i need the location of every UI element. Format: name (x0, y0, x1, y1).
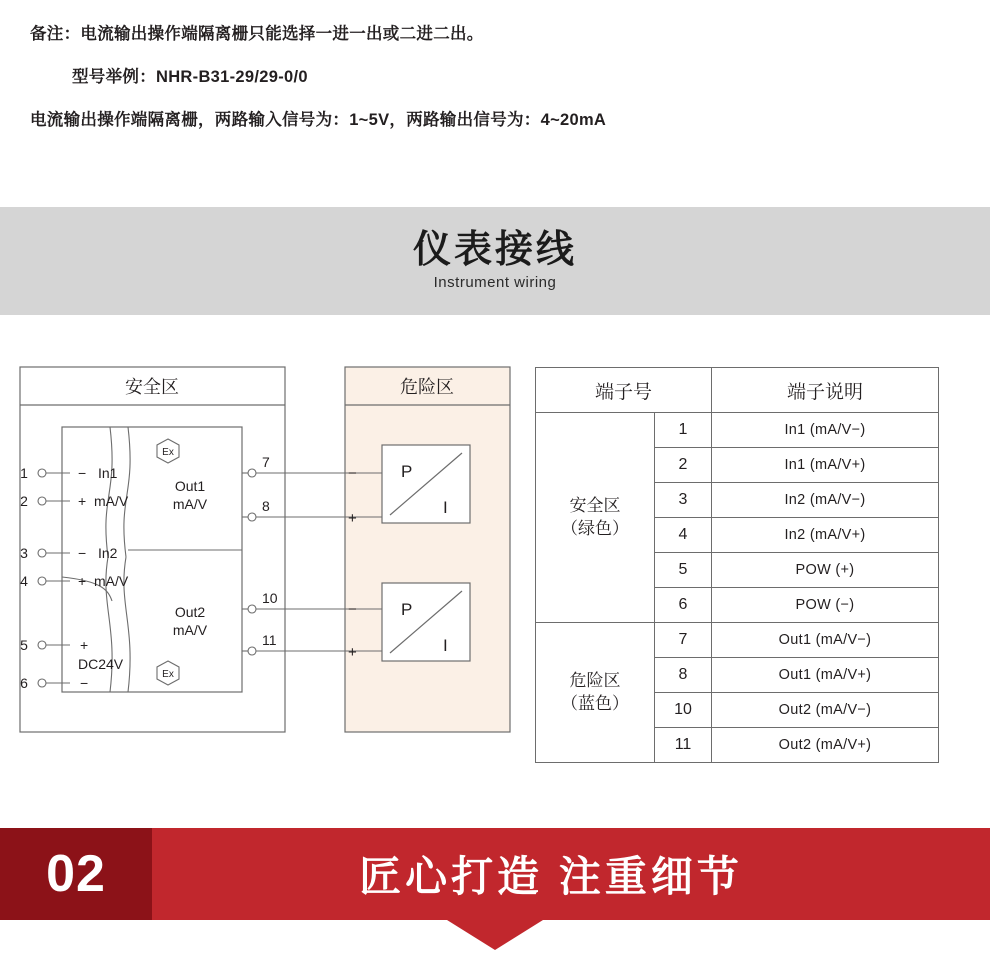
terminal-no-7: 7 (262, 454, 270, 470)
in2-sign-top: − (78, 545, 87, 561)
zone-cell-safe: 安全区 （绿色） (536, 413, 655, 623)
banner-subtitle: Instrument wiring (433, 274, 557, 292)
cell-desc: In2 (mA/V−) (712, 483, 939, 518)
cell-desc: Out2 (mA/V+) (712, 728, 939, 763)
ex-symbol-top: Ex (162, 447, 174, 458)
cell-desc: Out1 (mA/V−) (712, 623, 939, 658)
in1-label: In1 (98, 465, 118, 481)
notes-block (0, 0, 990, 150)
cell-desc: In2 (mA/V+) (712, 518, 939, 553)
load-top-sign-top: − (348, 465, 357, 482)
zone-cell-hazard: 危险区 （蓝色） (536, 623, 655, 763)
in1-unit: mA/V (94, 493, 129, 509)
footer-title: 匠心打造 注重细节 (359, 853, 743, 900)
in1-sign-bottom: + (78, 493, 87, 509)
terminal-no-8: 8 (262, 498, 270, 514)
load-bottom-sign-bottom: + (348, 644, 357, 661)
out2-label: Out2 (174, 604, 206, 620)
footer-arrow (447, 920, 543, 950)
cell-no: 8 (655, 658, 712, 693)
load-bottom-i: I (443, 636, 448, 655)
cell-no: 11 (655, 728, 712, 763)
cell-no: 2 (655, 448, 712, 483)
ex-symbol-bottom: Ex (162, 669, 174, 680)
load-bottom-sign-top: − (348, 601, 357, 618)
power-label: DC24V (78, 656, 124, 672)
out1-unit: mA/V (172, 496, 208, 512)
in2-sign-bottom: + (78, 573, 87, 589)
load-top-p: P (401, 462, 413, 481)
terminal-no-5: 5 (20, 637, 28, 653)
cell-no: 4 (655, 518, 712, 553)
note-line-1: 备注：电流输出操作端隔离栅只能选择一进一出或二进二出。 (30, 25, 484, 43)
terminal-no-6: 6 (20, 675, 28, 691)
cell-no: 1 (655, 413, 712, 448)
cell-desc: In1 (mA/V+) (712, 448, 939, 483)
footer-number-block (0, 828, 152, 920)
cell-desc: Out1 (mA/V+) (712, 658, 939, 693)
cell-no: 3 (655, 483, 712, 518)
load-bottom-p: P (401, 600, 413, 619)
cell-desc: Out2 (mA/V−) (712, 693, 939, 728)
terminal-no-1: 1 (20, 465, 28, 481)
safe-zone-label: 安全区 (125, 377, 179, 397)
terminal-no-4: 4 (20, 573, 28, 589)
terminal-table (535, 367, 939, 763)
terminal-no-11: 11 (262, 632, 277, 648)
section-banner (0, 207, 990, 315)
in1-sign-top: − (78, 465, 87, 481)
load-top-sign-bottom: + (348, 510, 357, 527)
cell-no: 6 (655, 588, 712, 623)
out2-unit: mA/V (172, 622, 208, 638)
cell-no: 10 (655, 693, 712, 728)
cell-desc: POW (−) (712, 588, 939, 623)
load-top-i: I (443, 498, 448, 517)
footer-band (0, 828, 990, 920)
table-header-row (536, 368, 939, 413)
note-line-2: 型号举例：NHR-B31-29/29-0/0 (72, 67, 308, 86)
cell-desc: In1 (mA/V−) (712, 413, 939, 448)
banner-title: 仪表接线 (412, 228, 577, 271)
out1-label: Out1 (174, 478, 206, 494)
note-line-3: 电流输出操作端隔离栅，两路输入信号为：1~5V，两路输出信号为：4~20mA (30, 110, 607, 129)
header-terminal-desc: 端子说明 (712, 368, 939, 413)
table-row (536, 413, 939, 448)
in2-unit: mA/V (94, 573, 129, 589)
cell-no: 5 (655, 553, 712, 588)
cell-no: 7 (655, 623, 712, 658)
terminal-no-3: 3 (20, 545, 28, 561)
header-terminal-no: 端子号 (536, 368, 712, 413)
power-sign-top: + (80, 637, 89, 653)
terminal-no-10: 10 (262, 590, 278, 606)
in2-label: In2 (98, 545, 118, 561)
cell-desc: POW (+) (712, 553, 939, 588)
terminal-no-2: 2 (20, 493, 28, 509)
footer-number: 02 (46, 845, 106, 903)
table-row (536, 623, 939, 658)
hazard-zone-label: 危险区 (400, 377, 454, 397)
power-sign-bottom: − (80, 675, 89, 691)
